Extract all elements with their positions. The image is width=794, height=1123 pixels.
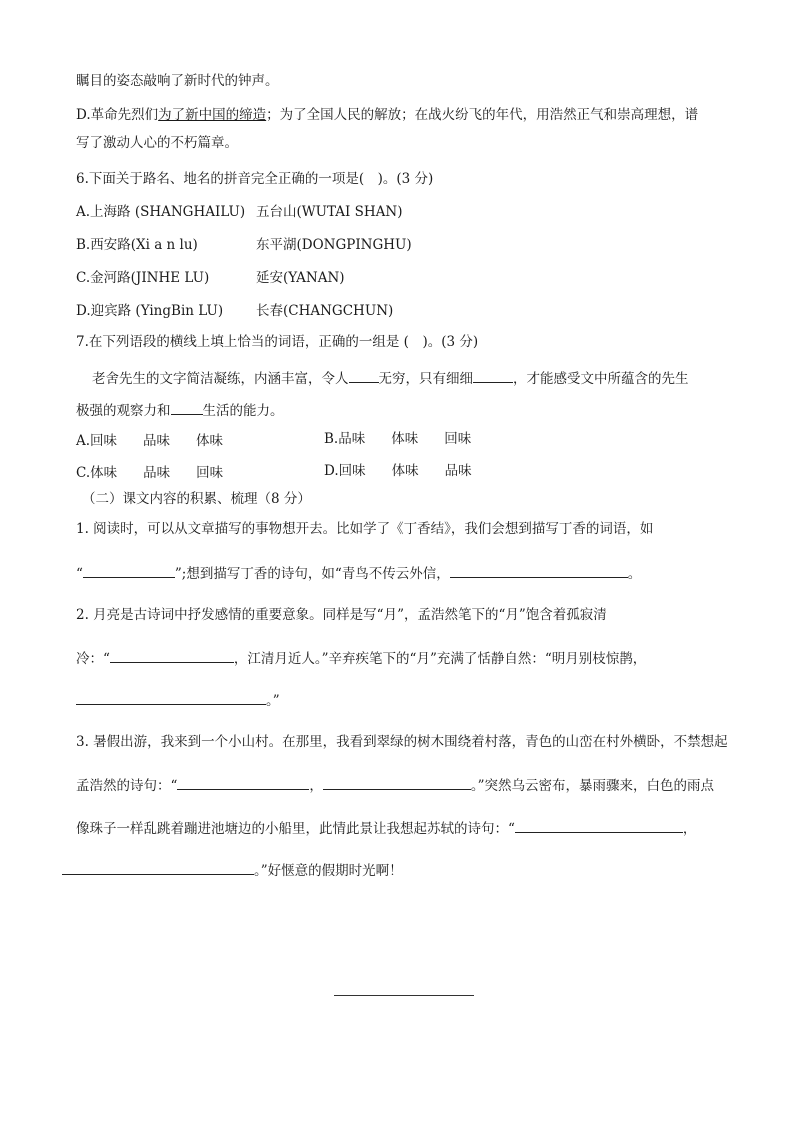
q6-option-b-left: B.西安路(Xi a n lu) bbox=[76, 237, 198, 253]
item-2-line-2 bbox=[76, 648, 646, 668]
item-1-end: 。 bbox=[627, 566, 642, 582]
q7-p1-part-a: 老舍先生的文字简洁凝练，内涵丰富，令人 bbox=[92, 371, 349, 387]
item-3-comma-2: ， bbox=[682, 821, 697, 837]
item-3-line-4 bbox=[62, 860, 403, 880]
q7-c-word-3: 回味 bbox=[196, 465, 224, 481]
item-3-line-1: 3. 暑假出游，我来到一个小山村。在那里，我看到翠绿的树木围绕着村落，青色的山峦在村外横卧，不禁想起 bbox=[76, 734, 728, 750]
footer-divider bbox=[334, 995, 474, 996]
item-1-blank-2[interactable] bbox=[450, 563, 628, 578]
item-3-blank-1[interactable] bbox=[177, 775, 309, 790]
item-3-blank-2[interactable] bbox=[323, 775, 471, 790]
q7-b-word-2: 体味 bbox=[391, 431, 419, 447]
item-1-line-2 bbox=[76, 563, 641, 583]
prev-line-1: 瞩目的姿态敲响了新时代的钟声。 bbox=[76, 73, 279, 89]
q7-option-c bbox=[76, 464, 223, 482]
q6-option-a-right: 五台山(WUTAI SHAN) bbox=[256, 204, 403, 220]
q7-a-word-2: 品味 bbox=[143, 433, 171, 449]
option-d-suffix: ；为了全国人民的解放；在战火纷飞的年代，用浩然正气和崇高理想，谱 bbox=[266, 107, 699, 123]
q7-p1-part-c: ，才能感受文中所蕴含的先生 bbox=[513, 371, 689, 387]
q6-option-c-right: 延安(YANAN) bbox=[256, 270, 345, 286]
q6-option-d-left: D.迎宾路 (YingBin LU) bbox=[76, 303, 224, 319]
q7-passage-1 bbox=[92, 368, 689, 388]
item-1-blank-1[interactable] bbox=[83, 563, 175, 578]
option-d-prefix: D.革命先烈们 bbox=[76, 107, 159, 123]
q6-stem: 6.下面关于路名、地名的拼音完全正确的一项是( )。(3 分) bbox=[76, 171, 434, 187]
item-2-mid: ，江清月近人。”辛弃疾笔下的“月”充满了恬静自然：“明月别枝惊鹊， bbox=[233, 651, 647, 667]
q7-option-a bbox=[76, 432, 223, 450]
item-3-line-3 bbox=[76, 818, 696, 838]
q7-stem: 7.在下列语段的横线上填上恰当的词语，正确的一组是 ( )。(3 分) bbox=[76, 334, 479, 350]
q7-p1-part-b: 无穷，只有细细 bbox=[378, 371, 473, 387]
item-2-open: 冷：“ bbox=[76, 651, 110, 667]
q7-a-word-1: A.回味 bbox=[76, 433, 118, 449]
q7-c-word-1: C.体味 bbox=[76, 465, 118, 481]
item-2-blank-1[interactable] bbox=[110, 648, 234, 663]
q7-p2-part-a: 极强的观察力和 bbox=[76, 403, 171, 419]
item-3-blank-3[interactable] bbox=[515, 818, 683, 833]
q7-b-word-3: 回味 bbox=[444, 431, 472, 447]
item-1-open-quote: “ bbox=[76, 566, 83, 582]
option-d-underlined: 为了新中国的缔造 bbox=[158, 107, 267, 123]
q7-d-word-2: 体味 bbox=[391, 463, 419, 479]
q7-blank-3[interactable] bbox=[171, 400, 203, 415]
item-2-end: 。” bbox=[266, 693, 280, 709]
q7-option-d bbox=[324, 462, 472, 480]
option-d-line bbox=[76, 106, 698, 124]
q6-option-c-left: C.金河路(JINHE LU) bbox=[76, 270, 210, 286]
q7-d-word-3: 品味 bbox=[444, 463, 472, 479]
q7-b-word-1: B.品味 bbox=[324, 431, 366, 447]
item-3-open: 孟浩然的诗句：“ bbox=[76, 778, 178, 794]
item-2-blank-2[interactable] bbox=[76, 690, 266, 705]
item-2-line-3 bbox=[76, 690, 280, 710]
q6-option-b-right: 东平湖(DONGPINGHU) bbox=[256, 237, 412, 253]
q7-p2-part-b: 生活的能力。 bbox=[202, 403, 284, 419]
q7-d-word-1: D.回味 bbox=[324, 463, 366, 479]
item-3-mid: 。”突然乌云密布，暴雨骤来，白色的雨点 bbox=[470, 778, 715, 794]
item-3-text: 像珠子一样乱跳着蹦进池塘边的小船里，此情此景让我想起苏轼的诗句：“ bbox=[76, 821, 515, 837]
item-3-blank-4[interactable] bbox=[62, 860, 254, 875]
q7-passage-2 bbox=[76, 400, 284, 420]
item-2-line-1: 2. 月亮是古诗词中抒发感情的重要意象。同样是写“月”，孟浩然笔下的“月”饱含着孤寂清 bbox=[76, 607, 607, 623]
q7-c-word-2: 品味 bbox=[143, 465, 171, 481]
item-1-mid: ”;想到描写丁香的诗句，如“青鸟不传云外信， bbox=[174, 566, 450, 582]
q7-option-b bbox=[324, 430, 471, 448]
item-3-comma: ， bbox=[309, 778, 323, 794]
item-1-line-1: 1. 阅读时，可以从文章描写的事物想开去。比如学了《丁香结》，我们会想到描写丁香的词语，如 bbox=[76, 521, 654, 537]
section-2-title: （二）课文内容的积累、梳理（8 分） bbox=[82, 491, 311, 507]
q6-option-d-right: 长春(CHANGCHUN) bbox=[256, 303, 394, 319]
q7-a-word-3: 体味 bbox=[196, 433, 224, 449]
q7-blank-2[interactable] bbox=[473, 368, 513, 383]
option-d-cont: 写了激动人心的不朽篇章。 bbox=[76, 135, 238, 151]
q6-option-a-left: A.上海路 (SHANGHAILU) bbox=[76, 204, 246, 220]
item-3-end: 。”好惬意的假期时光啊！ bbox=[254, 863, 403, 879]
q7-blank-1[interactable] bbox=[349, 368, 379, 383]
item-3-line-2 bbox=[76, 775, 714, 795]
